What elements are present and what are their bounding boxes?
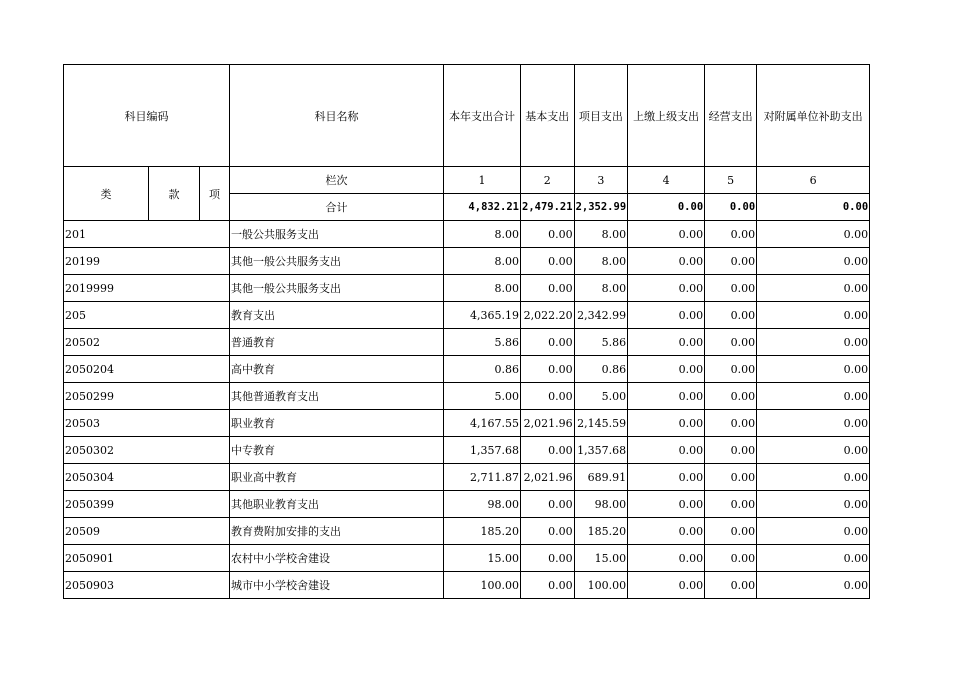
row-subsidy: 0.00 bbox=[757, 302, 870, 329]
row-name: 职业高中教育 bbox=[230, 464, 444, 491]
row-project: 15.00 bbox=[574, 545, 628, 572]
row-subsidy: 0.00 bbox=[757, 410, 870, 437]
row-business: 0.00 bbox=[705, 572, 757, 599]
total-basic: 2,479.21 bbox=[521, 194, 575, 221]
row-code: 20503 bbox=[64, 410, 230, 437]
row-basic: 0.00 bbox=[521, 383, 575, 410]
total-business: 0.00 bbox=[705, 194, 757, 221]
row-subsidy: 0.00 bbox=[757, 329, 870, 356]
row-total: 15.00 bbox=[444, 545, 521, 572]
row-subsidy: 0.00 bbox=[757, 437, 870, 464]
table-row bbox=[64, 545, 870, 572]
row-project: 98.00 bbox=[574, 491, 628, 518]
table-row bbox=[64, 221, 870, 248]
row-basic: 0.00 bbox=[521, 437, 575, 464]
row-total: 4,365.19 bbox=[444, 302, 521, 329]
row-upper: 0.00 bbox=[628, 437, 705, 464]
row-upper: 0.00 bbox=[628, 302, 705, 329]
row-basic: 0.00 bbox=[521, 275, 575, 302]
row-code: 2050399 bbox=[64, 491, 230, 518]
row-upper: 0.00 bbox=[628, 518, 705, 545]
row-code: 2050299 bbox=[64, 383, 230, 410]
table-row bbox=[64, 572, 870, 599]
header-business: 经营支出 bbox=[705, 65, 757, 167]
row-name: 其他一般公共服务支出 bbox=[230, 275, 444, 302]
header-upper: 上缴上级支出 bbox=[628, 65, 705, 167]
row-business: 0.00 bbox=[705, 545, 757, 572]
row-total: 5.86 bbox=[444, 329, 521, 356]
table-row bbox=[64, 464, 870, 491]
row-name: 其他普通教育支出 bbox=[230, 383, 444, 410]
table-row bbox=[64, 356, 870, 383]
row-name: 职业教育 bbox=[230, 410, 444, 437]
row-basic: 2,021.96 bbox=[521, 464, 575, 491]
row-business: 0.00 bbox=[705, 356, 757, 383]
row-project: 689.91 bbox=[574, 464, 628, 491]
table-row bbox=[64, 410, 870, 437]
row-upper: 0.00 bbox=[628, 383, 705, 410]
row-total: 98.00 bbox=[444, 491, 521, 518]
row-basic: 0.00 bbox=[521, 248, 575, 275]
row-upper: 0.00 bbox=[628, 572, 705, 599]
row-upper: 0.00 bbox=[628, 491, 705, 518]
row-subsidy: 0.00 bbox=[757, 545, 870, 572]
total-subsidy: 0.00 bbox=[757, 194, 870, 221]
row-basic: 2,021.96 bbox=[521, 410, 575, 437]
row-basic: 0.00 bbox=[521, 545, 575, 572]
row-project: 8.00 bbox=[574, 275, 628, 302]
row-business: 0.00 bbox=[705, 464, 757, 491]
row-basic: 2,022.20 bbox=[521, 302, 575, 329]
row-basic: 0.00 bbox=[521, 572, 575, 599]
row-total: 2,711.87 bbox=[444, 464, 521, 491]
row-upper: 0.00 bbox=[628, 221, 705, 248]
row-business: 0.00 bbox=[705, 221, 757, 248]
row-name: 教育费附加安排的支出 bbox=[230, 518, 444, 545]
row-subsidy: 0.00 bbox=[757, 275, 870, 302]
row-total: 8.00 bbox=[444, 275, 521, 302]
header-code: 科目编码 bbox=[64, 65, 230, 167]
row-code: 2050304 bbox=[64, 464, 230, 491]
row-code: 2050903 bbox=[64, 572, 230, 599]
row-subsidy: 0.00 bbox=[757, 248, 870, 275]
row-total: 185.20 bbox=[444, 518, 521, 545]
col-index-6: 6 bbox=[757, 167, 870, 194]
row-total: 100.00 bbox=[444, 572, 521, 599]
table-row bbox=[64, 275, 870, 302]
row-upper: 0.00 bbox=[628, 248, 705, 275]
row-total: 5.00 bbox=[444, 383, 521, 410]
header-basic: 基本支出 bbox=[521, 65, 575, 167]
header-name: 科目名称 bbox=[230, 65, 444, 167]
row-upper: 0.00 bbox=[628, 329, 705, 356]
row-project: 8.00 bbox=[574, 248, 628, 275]
row-name: 农村中小学校舍建设 bbox=[230, 545, 444, 572]
row-business: 0.00 bbox=[705, 437, 757, 464]
header-xiang: 项 bbox=[200, 167, 230, 221]
row-upper: 0.00 bbox=[628, 545, 705, 572]
row-business: 0.00 bbox=[705, 302, 757, 329]
table-row bbox=[64, 248, 870, 275]
expenditure-table bbox=[63, 64, 870, 599]
row-basic: 0.00 bbox=[521, 518, 575, 545]
header-project: 项目支出 bbox=[574, 65, 628, 167]
row-total: 8.00 bbox=[444, 248, 521, 275]
header-total: 本年支出合计 bbox=[444, 65, 521, 167]
row-code: 20509 bbox=[64, 518, 230, 545]
row-name: 教育支出 bbox=[230, 302, 444, 329]
row-business: 0.00 bbox=[705, 491, 757, 518]
row-name: 普通教育 bbox=[230, 329, 444, 356]
row-project: 2,145.59 bbox=[574, 410, 628, 437]
table-row bbox=[64, 383, 870, 410]
table-row bbox=[64, 518, 870, 545]
col-index-5: 5 bbox=[705, 167, 757, 194]
total-project: 2,352.99 bbox=[574, 194, 628, 221]
row-project: 100.00 bbox=[574, 572, 628, 599]
header-subsidy: 对附属单位补助支出 bbox=[757, 65, 870, 167]
row-total: 4,167.55 bbox=[444, 410, 521, 437]
row-business: 0.00 bbox=[705, 275, 757, 302]
row-subsidy: 0.00 bbox=[757, 491, 870, 518]
row-upper: 0.00 bbox=[628, 410, 705, 437]
row-upper: 0.00 bbox=[628, 356, 705, 383]
header-row bbox=[64, 65, 870, 167]
row-project: 1,357.68 bbox=[574, 437, 628, 464]
row-code: 201 bbox=[64, 221, 230, 248]
total-total: 4,832.21 bbox=[444, 194, 521, 221]
row-basic: 0.00 bbox=[521, 329, 575, 356]
table-row bbox=[64, 302, 870, 329]
row-total: 1,357.68 bbox=[444, 437, 521, 464]
row-project: 185.20 bbox=[574, 518, 628, 545]
row-project: 0.86 bbox=[574, 356, 628, 383]
row-code: 2050204 bbox=[64, 356, 230, 383]
row-code: 2050302 bbox=[64, 437, 230, 464]
row-business: 0.00 bbox=[705, 248, 757, 275]
row-business: 0.00 bbox=[705, 518, 757, 545]
row-subsidy: 0.00 bbox=[757, 572, 870, 599]
row-code: 2050901 bbox=[64, 545, 230, 572]
row-name: 中专教育 bbox=[230, 437, 444, 464]
row-code: 205 bbox=[64, 302, 230, 329]
row-code: 2019999 bbox=[64, 275, 230, 302]
row-project: 8.00 bbox=[574, 221, 628, 248]
table-row bbox=[64, 437, 870, 464]
row-name: 其他职业教育支出 bbox=[230, 491, 444, 518]
header-kuan: 款 bbox=[149, 167, 200, 221]
row-project: 5.00 bbox=[574, 383, 628, 410]
row-code: 20199 bbox=[64, 248, 230, 275]
total-upper: 0.00 bbox=[628, 194, 705, 221]
row-subsidy: 0.00 bbox=[757, 464, 870, 491]
row-business: 0.00 bbox=[705, 410, 757, 437]
row-name: 一般公共服务支出 bbox=[230, 221, 444, 248]
col-index-4: 4 bbox=[628, 167, 705, 194]
col-index-3: 3 bbox=[574, 167, 628, 194]
table-row bbox=[64, 329, 870, 356]
row-subsidy: 0.00 bbox=[757, 383, 870, 410]
row-upper: 0.00 bbox=[628, 275, 705, 302]
row-project: 2,342.99 bbox=[574, 302, 628, 329]
column-index-row bbox=[64, 167, 870, 194]
total-label: 合计 bbox=[230, 194, 444, 221]
table-row bbox=[64, 491, 870, 518]
row-business: 0.00 bbox=[705, 329, 757, 356]
row-basic: 0.00 bbox=[521, 356, 575, 383]
row-code: 20502 bbox=[64, 329, 230, 356]
row-business: 0.00 bbox=[705, 383, 757, 410]
row-subsidy: 0.00 bbox=[757, 221, 870, 248]
row-name: 城市中小学校舍建设 bbox=[230, 572, 444, 599]
row-subsidy: 0.00 bbox=[757, 356, 870, 383]
row-basic: 0.00 bbox=[521, 491, 575, 518]
row-total: 8.00 bbox=[444, 221, 521, 248]
col-index-2: 2 bbox=[521, 167, 575, 194]
row-total: 0.86 bbox=[444, 356, 521, 383]
row-name: 高中教育 bbox=[230, 356, 444, 383]
col-index-1: 1 bbox=[444, 167, 521, 194]
header-lanci: 栏次 bbox=[230, 167, 444, 194]
row-subsidy: 0.00 bbox=[757, 518, 870, 545]
row-name: 其他一般公共服务支出 bbox=[230, 248, 444, 275]
header-lei: 类 bbox=[64, 167, 149, 221]
row-upper: 0.00 bbox=[628, 464, 705, 491]
row-project: 5.86 bbox=[574, 329, 628, 356]
row-basic: 0.00 bbox=[521, 221, 575, 248]
